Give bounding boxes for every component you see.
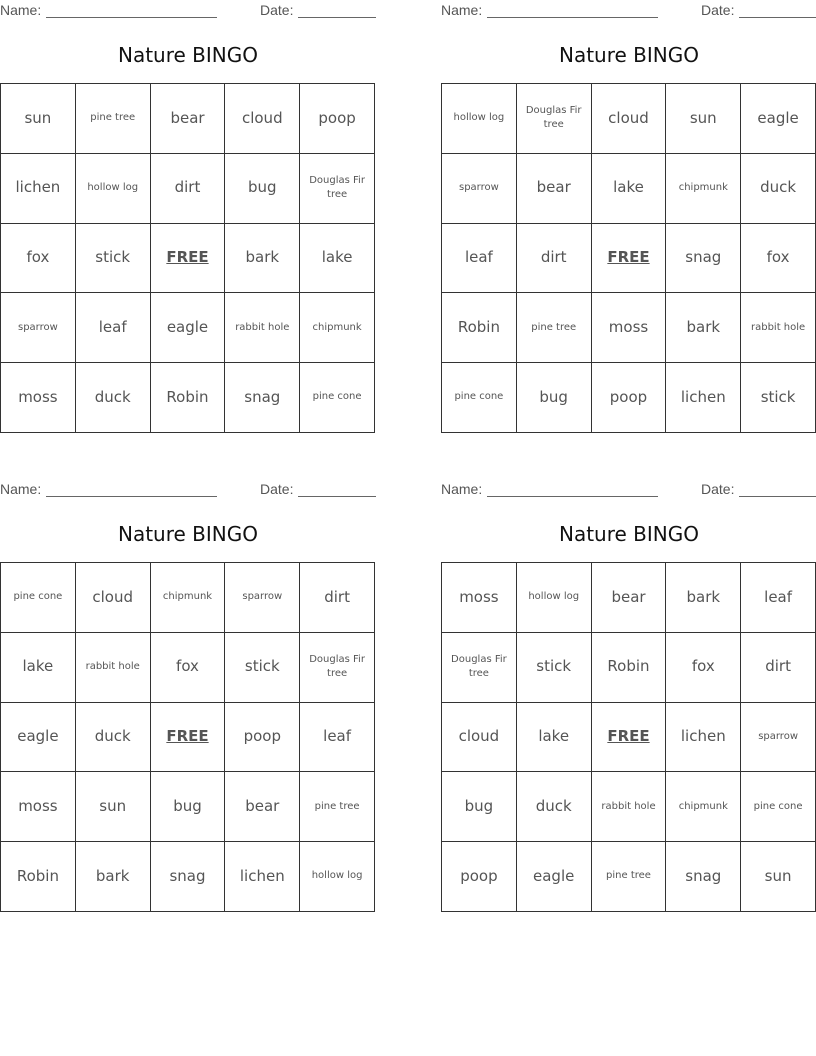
- bingo-card-1: [0, 0, 376, 406]
- bingo-cell: snag: [666, 842, 741, 912]
- bingo-cell: bug: [225, 154, 300, 224]
- bingo-cell: leaf: [76, 293, 151, 363]
- bingo-cell: leaf: [300, 703, 375, 773]
- date-blank: [739, 496, 816, 497]
- date-label: Date:: [701, 2, 735, 18]
- bingo-cell: bark: [225, 224, 300, 294]
- bingo-cell: rabbit hole: [225, 293, 300, 363]
- bingo-cell: snag: [666, 224, 741, 294]
- bingo-cell: eagle: [741, 84, 816, 154]
- bingo-cell: Robin: [151, 363, 226, 433]
- bingo-cell: eagle: [1, 703, 76, 773]
- bingo-cell: bear: [151, 84, 226, 154]
- card-header: [441, 479, 816, 501]
- bingo-cell: duck: [517, 772, 592, 842]
- bingo-cell: fox: [741, 224, 816, 294]
- bingo-cell: lake: [300, 224, 375, 294]
- bingo-cell: pine cone: [300, 363, 375, 433]
- name-blank: [487, 17, 658, 18]
- bingo-cell: sparrow: [1, 293, 76, 363]
- bingo-grid: [441, 83, 816, 433]
- bingo-grid: [0, 562, 375, 912]
- bingo-cell: pine tree: [300, 772, 375, 842]
- bingo-cell: poop: [592, 363, 667, 433]
- bingo-cell: leaf: [442, 224, 517, 294]
- name-label: Name:: [441, 481, 483, 497]
- bingo-cell: Robin: [442, 293, 517, 363]
- bingo-cell: sparrow: [442, 154, 517, 224]
- name-blank: [46, 496, 217, 497]
- bingo-cell: eagle: [151, 293, 226, 363]
- bingo-cell: dirt: [517, 224, 592, 294]
- bingo-cell: moss: [1, 363, 76, 433]
- bingo-cell: pine tree: [517, 293, 592, 363]
- bingo-cell: dirt: [300, 563, 375, 633]
- bingo-cell: lake: [592, 154, 667, 224]
- free-space-cell: FREE: [151, 224, 226, 294]
- bingo-cell: sun: [1, 84, 76, 154]
- bingo-cell: fox: [1, 224, 76, 294]
- free-space-cell: FREE: [592, 703, 667, 773]
- card-title: Nature BINGO: [559, 43, 699, 67]
- bingo-cell: hollow log: [517, 563, 592, 633]
- bingo-cell: Douglas Fir tree: [300, 633, 375, 703]
- bingo-cell: rabbit hole: [592, 772, 667, 842]
- bingo-cell: lichen: [225, 842, 300, 912]
- bingo-cell: cloud: [225, 84, 300, 154]
- bingo-cell: dirt: [741, 633, 816, 703]
- bingo-cell: moss: [442, 563, 517, 633]
- date-blank: [298, 496, 376, 497]
- card-header: [0, 479, 376, 501]
- bingo-card-2: [441, 0, 816, 406]
- free-space-cell: FREE: [592, 224, 667, 294]
- bingo-cell: stick: [741, 363, 816, 433]
- bingo-cell: Douglas Fir tree: [300, 154, 375, 224]
- bingo-cell: bear: [592, 563, 667, 633]
- bingo-cell: chipmunk: [666, 772, 741, 842]
- bingo-cell: cloud: [442, 703, 517, 773]
- bingo-cell: pine cone: [442, 363, 517, 433]
- bingo-cell: bear: [517, 154, 592, 224]
- bingo-cell: lake: [517, 703, 592, 773]
- date-blank: [739, 17, 816, 18]
- bingo-cell: bear: [225, 772, 300, 842]
- bingo-cell: stick: [517, 633, 592, 703]
- bingo-cell: poop: [300, 84, 375, 154]
- card-title: Nature BINGO: [118, 43, 258, 67]
- bingo-cell: leaf: [741, 563, 816, 633]
- bingo-cell: lichen: [666, 703, 741, 773]
- card-title: Nature BINGO: [118, 522, 258, 546]
- bingo-cell: Robin: [592, 633, 667, 703]
- bingo-cell: pine cone: [1, 563, 76, 633]
- bingo-cell: moss: [1, 772, 76, 842]
- bingo-cell: fox: [666, 633, 741, 703]
- name-blank: [46, 17, 217, 18]
- bingo-cell: snag: [225, 363, 300, 433]
- bingo-cell: duck: [76, 363, 151, 433]
- bingo-cell: cloud: [592, 84, 667, 154]
- date-label: Date:: [260, 481, 294, 497]
- bingo-cell: sun: [76, 772, 151, 842]
- bingo-card-4: [441, 479, 816, 885]
- bingo-cell: bug: [442, 772, 517, 842]
- bingo-grid: [0, 83, 375, 433]
- bingo-cell: chipmunk: [300, 293, 375, 363]
- bingo-cell: rabbit hole: [741, 293, 816, 363]
- date-label: Date:: [260, 2, 294, 18]
- name-label: Name:: [0, 2, 42, 18]
- bingo-cell: dirt: [151, 154, 226, 224]
- card-header: [441, 0, 816, 22]
- name-blank: [487, 496, 658, 497]
- bingo-cell: chipmunk: [151, 563, 226, 633]
- date-blank: [298, 17, 376, 18]
- name-label: Name:: [0, 481, 42, 497]
- bingo-cell: bark: [76, 842, 151, 912]
- bingo-cell: moss: [592, 293, 667, 363]
- bingo-cell: bug: [517, 363, 592, 433]
- bingo-cell: poop: [225, 703, 300, 773]
- bingo-cell: duck: [741, 154, 816, 224]
- bingo-cell: bark: [666, 563, 741, 633]
- date-label: Date:: [701, 481, 735, 497]
- bingo-cell: stick: [225, 633, 300, 703]
- free-space-cell: FREE: [151, 703, 226, 773]
- bingo-cell: snag: [151, 842, 226, 912]
- card-header: [0, 0, 376, 22]
- bingo-cell: pine tree: [592, 842, 667, 912]
- bingo-cell: poop: [442, 842, 517, 912]
- bingo-cell: lichen: [666, 363, 741, 433]
- bingo-cell: hollow log: [442, 84, 517, 154]
- bingo-cell: cloud: [76, 563, 151, 633]
- bingo-cell: lichen: [1, 154, 76, 224]
- bingo-cell: rabbit hole: [76, 633, 151, 703]
- bingo-cell: pine tree: [76, 84, 151, 154]
- bingo-cell: hollow log: [300, 842, 375, 912]
- bingo-card-3: [0, 479, 376, 885]
- bingo-cell: sparrow: [741, 703, 816, 773]
- bingo-cell: sun: [666, 84, 741, 154]
- bingo-cell: bug: [151, 772, 226, 842]
- bingo-cell: Douglas Fir tree: [517, 84, 592, 154]
- bingo-cell: stick: [76, 224, 151, 294]
- bingo-cell: Robin: [1, 842, 76, 912]
- bingo-cell: duck: [76, 703, 151, 773]
- bingo-cell: lake: [1, 633, 76, 703]
- bingo-cell: sun: [741, 842, 816, 912]
- bingo-cell: sparrow: [225, 563, 300, 633]
- bingo-cell: Douglas Fir tree: [442, 633, 517, 703]
- bingo-cell: hollow log: [76, 154, 151, 224]
- bingo-cell: eagle: [517, 842, 592, 912]
- card-title: Nature BINGO: [559, 522, 699, 546]
- bingo-grid: [441, 562, 816, 912]
- bingo-cell: pine cone: [741, 772, 816, 842]
- bingo-cell: chipmunk: [666, 154, 741, 224]
- bingo-cell: fox: [151, 633, 226, 703]
- bingo-cell: bark: [666, 293, 741, 363]
- name-label: Name:: [441, 2, 483, 18]
